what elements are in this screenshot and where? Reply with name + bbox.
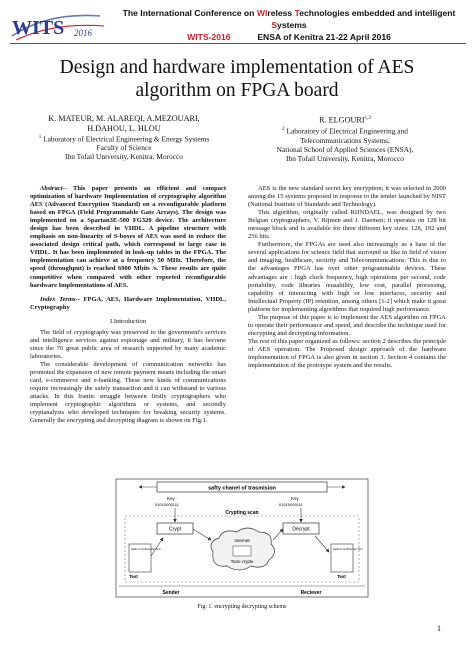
text-label-left: Text <box>129 574 138 579</box>
figure-1-diagram <box>115 478 369 598</box>
ciphertext-doc-icon <box>233 546 251 556</box>
affiliation-left-1: $^1$ Laboratory of Electrical Engineering & Energy Systems <box>38 134 210 144</box>
paper-title: Design and hardware implementation of AES algorithm on FPGA board <box>59 57 415 101</box>
author-name-right: R. ELGOURI$^{1,2}$ <box>319 115 371 125</box>
conference-venue: ENSA of Kenitra 21-22 April 2016 <box>257 32 391 42</box>
document-text-left: Hello In confid entia l Text <box>131 548 161 551</box>
affiliation-right-4: Ibn Tofail University, Kenitra, Morocco <box>286 153 404 163</box>
right-paragraph-5: The rest of this paper organized as follows: section 2 describes the principle of AES operation. The Proposed design approach of the hardware implementation of FPGA is also given in section 3. Section 4 contains the implementation of the prototype system and the results. <box>248 337 446 370</box>
abstract: Abstract-- This paper presents an efficient and compact optimization of hardware Implementation of cryptography algorithm AES (Advanced Encryption Standard) on a reconfigurable platform based on FPGA (Field Programmable Gate Arrays). The design was implemented on a Spartan3E-500 FG320 device. The architecture design has been described in VHDL. A pipeline structure with emphasis on non-linearity of S-boxes of AES was used to reduce the associated design critical path, which correspond to large case in VHDL. It has been implemented in look-up tables in the FPGA. The implementation can achieve at a frequency 50 MHz. Therefore, the speed (throughput) is reached 6900 Mbits /s. These results are quite competitive when compared with other reported reconfigurable hardware Implementations of AES. <box>30 185 226 289</box>
conference-venue-line <box>108 31 470 43</box>
author-block-left <box>22 114 226 161</box>
conference-name: The International Conference on WIreless Technologies embedded and intelligent Systems <box>122 8 456 30</box>
figure-caption: Fig. 1. encrypting decrypting scheme <box>197 604 287 610</box>
affiliation-left-2: Faculty of Science <box>96 143 152 153</box>
index-terms: Index Terms-- FPGA, AES, Hardware Implementation, VHDL, Cryptography <box>30 295 226 311</box>
author-names-left-1: K. MATEUR, M. ALAREQI, A.MEZOUARI, <box>48 114 200 123</box>
affiliation-right-1: $^2$ Laboratory of Electrical Engineering and <box>282 126 408 136</box>
document-text-right: Hello In confid entia l Text <box>333 548 363 551</box>
header-divider <box>10 43 466 44</box>
key-label-left: Key <box>167 496 175 501</box>
right-paragraph-1: AES is the new standard secret key encryption; it was selected in 2000 among the 15 systems proposed in response to the tender launched by NIST (National Institute of Standards and Technology). <box>248 185 446 209</box>
logo-year: 2016 <box>74 28 92 38</box>
conference-logo <box>8 6 108 46</box>
text-label-right: Text <box>337 574 346 579</box>
decrypt-label: Décrypt <box>292 526 310 533</box>
crypting-scan-label: Crypting scan <box>225 510 259 516</box>
internet-label: Internet <box>234 538 250 543</box>
affiliation-right-3: National School of Applied Sciences (ENSA), <box>276 144 414 154</box>
logo-text: WITS <box>12 17 65 39</box>
right-paragraph-3: Furthermore, the FPGAs are used also increasingly as a base of the several applications for science field that surround us like in field of vision and imaging, healthcare, security and Telecommunications. This is due to the advantages FPGA has over other programmable devices. These advantages are : high clock frequency, high operations per second, code portability, code libraries reusability, low cost, parallel processing, capability of interacting with high or low interfaces, security and Intellectual Property (IP) retention, among others [1-2] which make it great platform for implementing algorithms that required high performance. <box>248 241 446 313</box>
right-column <box>248 185 446 370</box>
affiliation-right-2: Telecommunications Systems, <box>300 135 390 145</box>
ciphertext-label: Texte crypte <box>230 559 254 564</box>
key-label-right: Key <box>291 496 299 501</box>
conference-header <box>108 7 470 43</box>
intro-paragraph-2: The considerable development of communication networks has promoted the expansion of new remote payment means including the smart card, e-commerce and e-banking. These new kinds of communications require increasingly the safely transaction and it can withstand to various attacks. In this frantic struggle between firstly cryptographers who implement cryptographic algorithms or systems, and secondly cryptanalysts who developed techniques for breaking security systems. Generally the encrypting and decrypting diagram is shown on Fig.1. <box>30 360 226 425</box>
receiver-label: Reciever <box>300 590 322 596</box>
key-value-left: 01010000111 <box>155 502 179 507</box>
crypt-label: Crypt <box>169 526 181 533</box>
author-block-right <box>240 114 450 163</box>
conference-code: WITS-2016 <box>187 32 231 42</box>
intro-paragraph-1: The field of cryptography was preserved to the government's services and intelligence services against espionage and military, it has become since the 70 great public area of research supported by many academic laboratories. <box>30 328 226 360</box>
right-paragraph-2: This algorithm, originally called RIJNDAEL, was designed by two Belgian cryptographers, V. Rijmen and J. Daemen; it operates on 128 bit message block and is available for three different key sizes: 128, 192 and 256 bits. <box>248 209 446 241</box>
sender-label: Sender <box>162 590 180 596</box>
right-paragraph-4: The purpose of this paper is to implement the AES algorithm on FPGA to operate their performance and speed, and describe the technique used for encrypting and decrypting information. <box>248 313 446 337</box>
affiliation-left-3: Ibn Tofail University, Kenitra, Morocco <box>65 152 183 162</box>
section-heading: I.Introduction <box>110 317 146 325</box>
page-number: 1 <box>437 624 441 633</box>
author-names-left-2: H.DAHOU, L. HLOU <box>87 123 161 133</box>
key-value-right: 01010000111 <box>279 502 303 507</box>
left-column <box>30 185 226 425</box>
secure-channel-label: safty chanel of trasmision <box>208 485 276 492</box>
